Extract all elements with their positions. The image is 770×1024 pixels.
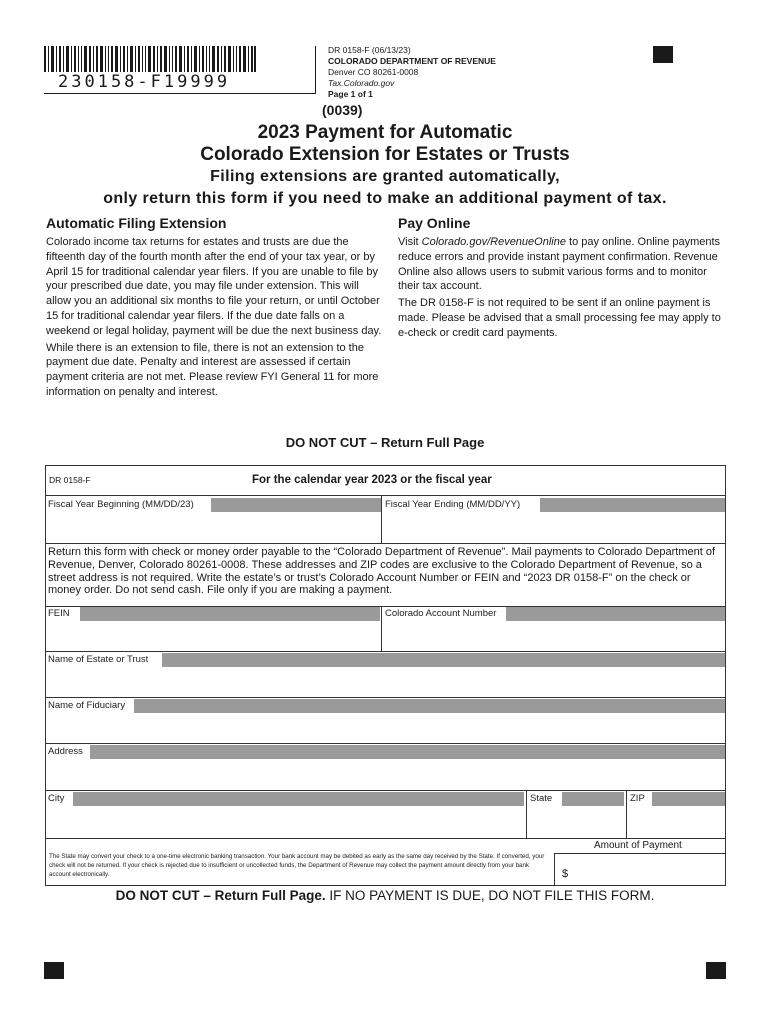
form-label: DR 0158-F [49,475,91,485]
fiduciary-name-label: Name of Fiduciary [48,700,126,711]
page-number: Page 1 of 1 [328,89,373,99]
right-column-heading: Pay Online [398,215,471,231]
footer-notice [0,888,770,903]
fiduciary-name-input[interactable] [48,715,723,741]
dollar-sign: $ [562,868,569,880]
left-para-2: While there is an extension to file, there is not an extension to the payment due date. Penalty and interest are assessed if certain payment criteria are not met. Please review FYI General 11 for more information on penalty and interest. [46,341,379,398]
estate-name-label: Name of Estate or Trust [48,654,149,665]
colorado-account-number-input[interactable] [384,623,723,649]
cut-line-notice: DO NOT CUT – Return Full Page [285,435,485,450]
subtitle-line-2: only return this form if you need to make an additional payment of tax. [103,190,667,207]
left-column-heading: Automatic Filing Extension [46,215,227,231]
footer-normal-text: IF NO PAYMENT IS DUE, DO NOT FILE THIS FORM. [325,888,655,903]
right-para-2: The DR 0158-F is not required to be sent if an online payment is made. Please be advised that a small processing fee may apply to e-check or credit card payments. [398,297,721,339]
fiscal-year-ending-label: Fiscal Year Ending (MM/DD/YY) [385,499,521,510]
department-name: COLORADO DEPARTMENT OF REVENUE [328,56,496,66]
amount-of-payment-label: Amount of Payment [594,840,682,851]
city-label: City [48,793,65,804]
mailing-instructions: Return this form with check or money order payable to the “Colorado Department of Revenue”. Mail payments to Colorado Department of Revenue, Denver, Colorado 80261-0008. These addresses and ZIP codes are exclusive to the Colorado Department of Revenue, so a street address is not required. Write the estate’s or trust’s Colorado Account Number or FEIN and “2023 DR 0158-F” on the check or money order. Do not send cash. File only if you are making a payment. [48,546,716,597]
subtitle-line-1: Filing extensions are granted automatically, [210,168,560,185]
page-title [0,122,770,166]
department-website: Tax.Colorado.gov [328,78,395,88]
registration-marker-bottom-right [706,962,726,979]
right-para-1 [398,235,724,294]
registration-marker-bottom-left [44,962,64,979]
title-line-2: Colorado Extension for Estates or Trusts [200,144,570,165]
registration-marker-top-right [653,46,673,63]
fiscal-year-ending-input[interactable] [384,513,723,541]
electronic-banking-note: The State may convert your check to a one-time electronic banking transaction. Your bank account may be debited as early as the same day received by the State. If converted, your check will not be returned. If your check is rejected due to insufficient or uncollected funds, the Department of Revenue may collect the payment amount directly from your bank account electronically. [49,853,545,878]
fein-input[interactable] [48,623,378,649]
form-id: DR 0158-F (06/13/23) [328,45,411,55]
amount-of-payment-input[interactable] [574,856,722,884]
zip-label: ZIP [630,793,645,804]
fiscal-year-beginning-label: Fiscal Year Beginning (MM/DD/23) [48,499,194,510]
left-column-text [46,235,382,402]
department-address: Denver CO 80261-0008 [328,67,419,77]
zip-input[interactable] [628,808,723,836]
payment-form [45,465,726,886]
page-subtitle [0,166,770,210]
left-para-1: Colorado income tax returns for estates and trusts are due the fifteenth day of the fourth month after the end of your tax year, or by April 15 for traditional calendar year filers. If you are unable to file by your prescribed due date, you may file under extension. This will allow you an additional six months to file your return, or until October 15 for traditional calendar year filers. If the due date falls on a weekend or legal holiday, payment will be due the next business day. [46,236,382,337]
fein-label: FEIN [48,608,70,619]
state-label: State [530,793,553,804]
estate-name-input[interactable] [48,669,723,695]
right-para-1-after: to pay online. Online payments reduce errors and provide instant payment confirmation. Revenue Online also allows users to submit various forms and to monitor their tax account. [398,236,721,293]
state-input[interactable] [528,808,624,836]
fiscal-year-beginning-input[interactable] [48,513,378,541]
colorado-account-number-label: Colorado Account Number [385,608,497,619]
form-meta [328,45,496,100]
revenue-online-link[interactable]: Colorado.gov/RevenueOnline [421,236,566,248]
barcode-number: 230158-F19999 [58,72,231,92]
title-line-1: 2023 Payment for Automatic [257,122,513,143]
calendar-year-label: For the calendar year 2023 or the fiscal year [252,474,492,486]
barcode-block [44,46,316,94]
address-input[interactable] [48,761,723,788]
form-code: (0039) [322,102,363,118]
right-para-1-before: Visit [398,236,422,248]
barcode [44,46,256,72]
footer-bold-text: DO NOT CUT – Return Full Page. [115,888,326,903]
city-input[interactable] [48,808,524,836]
address-label: Address [48,746,83,757]
right-column-text [398,235,724,343]
